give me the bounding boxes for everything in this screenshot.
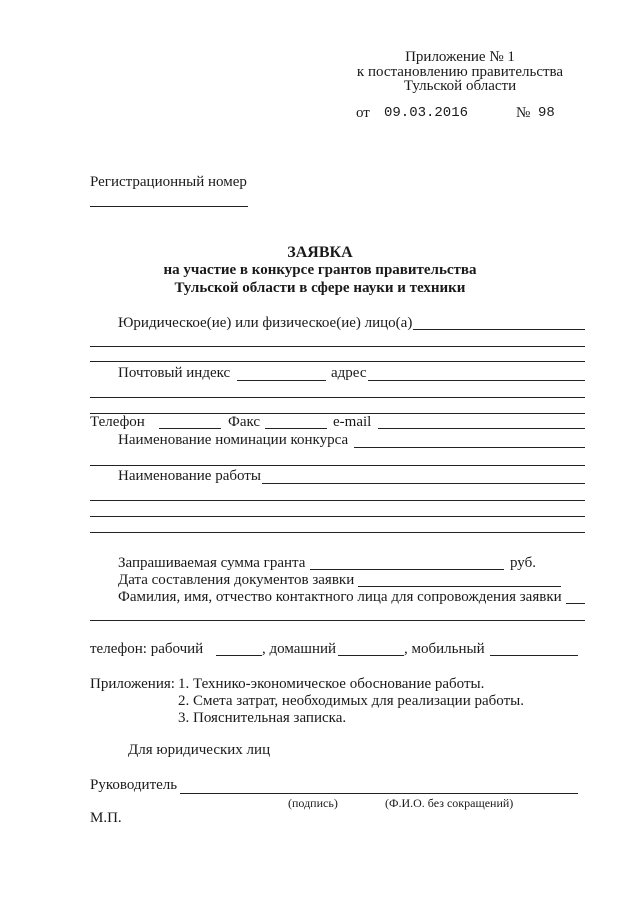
nomination-line-2[interactable] — [90, 465, 585, 466]
date-docs-field[interactable] — [358, 586, 561, 587]
legal-entity-line-2[interactable] — [90, 346, 585, 347]
nomination-label: Наименование номинации конкурса — [118, 432, 349, 448]
phone-work-label: телефон: рабочий — [90, 641, 204, 657]
grant-amount-field[interactable] — [310, 569, 504, 570]
number-prefix: № — [516, 105, 531, 121]
legal-entity-field[interactable] — [413, 329, 585, 330]
attachment-item-3: 3. Пояснительная записка. — [178, 710, 347, 726]
head-label: Руководитель — [90, 777, 178, 793]
work-name-line-4[interactable] — [90, 532, 585, 533]
attachments-label: Приложения: — [90, 676, 175, 692]
fax-label: Факс — [228, 414, 261, 430]
work-name-line-3[interactable] — [90, 516, 585, 517]
form-subtitle-2: Тульской области в сфере науки и техники — [174, 280, 466, 296]
attachment-item-2: 2. Смета затрат, необходимых для реализации работы. — [178, 693, 524, 709]
postal-index-field[interactable] — [237, 380, 326, 381]
work-name-label: Наименование работы — [118, 468, 261, 484]
legal-entity-label: Юридическое(ие) или физическое(ие) лицо(а) — [118, 315, 413, 331]
grant-amount-label: Запрашиваемая сумма гранта — [118, 555, 306, 571]
form-subtitle-1: на участие в конкурсе грантов правительства — [163, 262, 477, 278]
address-line-2[interactable] — [90, 397, 585, 398]
appendix-decree: к постановлению правительства — [356, 64, 564, 80]
head-signature-field[interactable] — [180, 793, 578, 794]
email-label: e-mail — [333, 414, 372, 430]
work-name-field[interactable] — [262, 483, 585, 484]
signature-caption: (подпись) — [288, 796, 338, 810]
registration-field[interactable] — [90, 206, 248, 207]
decree-date: 09.03.2016 — [384, 105, 469, 121]
phone-mobile-label: , мобильный — [404, 641, 485, 657]
legal-entity-line-3[interactable] — [90, 361, 585, 362]
fax-field[interactable] — [265, 428, 327, 429]
address-field[interactable] — [368, 380, 585, 381]
phone-mobile-field[interactable] — [490, 655, 578, 656]
decree-number: 98 — [538, 105, 555, 121]
appendix-title: Приложение № 1 — [405, 49, 515, 65]
attachment-item-1: 1. Технико-экономическое обоснование работы. — [178, 676, 485, 692]
stamp-label: М.П. — [90, 810, 122, 826]
date-docs-label: Дата составления документов заявки — [118, 572, 355, 588]
phone-home-label: , домашний — [262, 641, 337, 657]
form-title: ЗАЯВКА — [287, 244, 353, 261]
email-field[interactable] — [378, 428, 585, 429]
phone-work-field[interactable] — [216, 655, 262, 656]
fio-caption: (Ф.И.О. без сокращений) — [385, 796, 514, 810]
legal-entities-heading: Для юридических лиц — [128, 742, 271, 758]
phone-home-field[interactable] — [338, 655, 404, 656]
phone-field[interactable] — [159, 428, 221, 429]
registration-label: Регистрационный номер — [90, 174, 247, 190]
work-name-line-2[interactable] — [90, 500, 585, 501]
address-label: адрес — [331, 365, 367, 381]
phone-label: Телефон — [90, 414, 145, 430]
postal-index-label: Почтовый индекс — [118, 365, 231, 381]
currency-label: руб. — [510, 555, 536, 571]
contact-person-field[interactable] — [566, 603, 585, 604]
appendix-region: Тульской области — [403, 78, 517, 94]
contact-person-line-2[interactable] — [90, 620, 585, 621]
nomination-field[interactable] — [354, 447, 585, 448]
contact-person-label: Фамилия, имя, отчество контактного лица для сопровождения заявки — [118, 589, 562, 605]
date-prefix: от — [356, 105, 370, 121]
